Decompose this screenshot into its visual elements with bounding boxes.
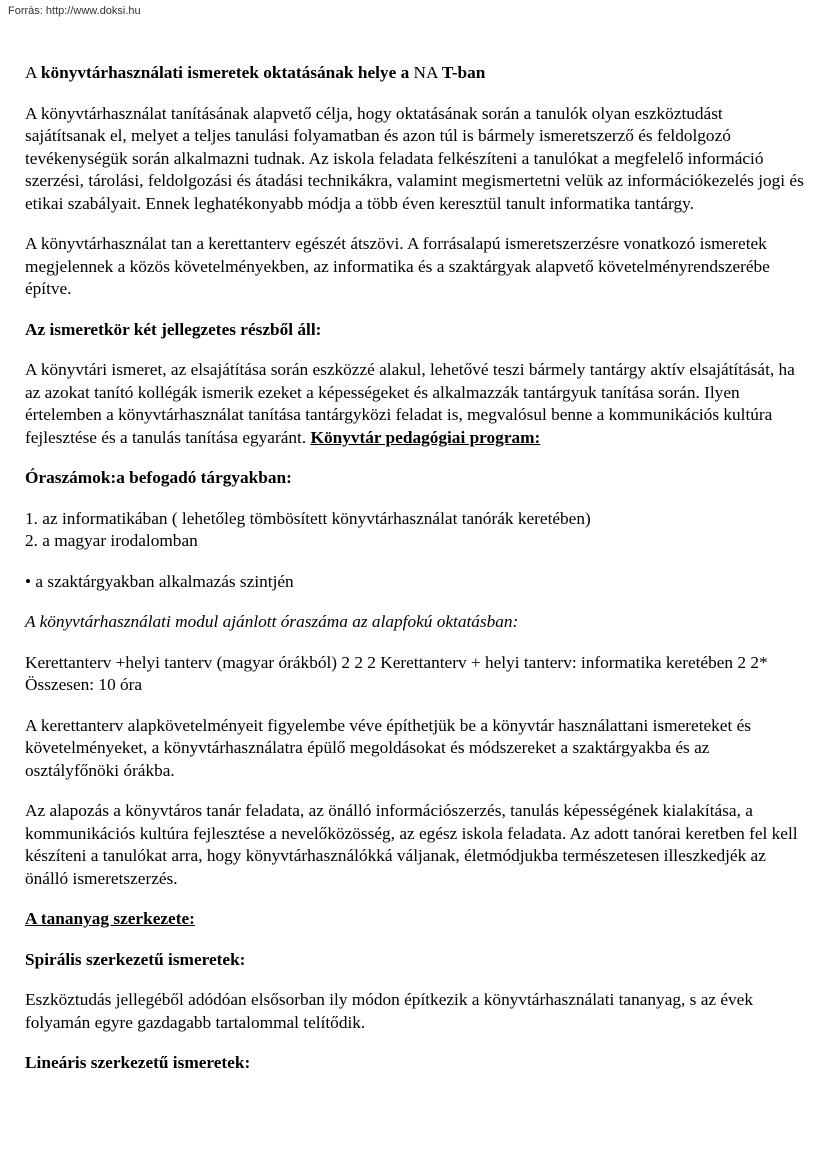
section-heading: Lineáris szerkezetű ismeretek: <box>25 1053 251 1072</box>
paragraph: A könyvtárhasználat tanításának alapvető célja, hogy oktatásának során a tanulók olyan eszköztudást sajátítsanak el, melyet a teljes tanulási folyamatban és azon túl is bármely ismeretszerző és feldolgozó tevékenységük során alkalmazni tudnak. Az iskola feladata felkészíteni a tanulókat a megfelelő információ szerzési, tárolási, feldolgozási és átadási technikákra, valamint megismertetni velük az információkezelés jogi és etikai szabályait. Ennek leghatékonyabb módja a több éven keresztül tanult informatika tantárgy. <box>25 103 804 213</box>
paragraph: A könyvtárhasználat tan a kerettanterv egészét átszövi. A forrásalapú ismeretszerzésre vonatkozó ismeretek megjelennek a közös követelményekben, az informatika és a szaktárgyak alapvető követelményrendszerébe építve. <box>25 234 770 298</box>
section-heading: A tananyag szerkezete: <box>25 909 195 928</box>
paragraph: A könyvtári ismeret, az elsajátítása során eszközzé alakul, lehetővé teszi bármely tantárgy aktív elsajátítását, ha az azokat tanító kollégák ismerik ezeket a képességeket és alkalmazzák tantárgyuk tanítása során. Ilyen értelemben a könyvtárhasználat tanítása tantárgyközi feladat is, megvalósul benne a kommunikációs kultúra fejlesztése és a tanulás tanítása egyaránt. Könyvtár pedagógiai program: <box>25 360 795 447</box>
bullet-item: • a szaktárgyakban alkalmazás szintjén <box>25 571 294 591</box>
section-heading: Óraszámok:a befogadó tárgyakban: <box>25 468 292 487</box>
paragraph: A kerettanterv alapkövetelményeit figyelembe véve építhetjük be a könyvtár használattani ismereteket és követelményeket, a könyvtárhasználatra épülő megoldásokat és módszereket a szaktárgyakba és az osztályfőnöki órákba. <box>25 715 751 780</box>
paragraph: Eszköztudás jellegéből adódóan elsősorban ily módon építkezik a könyvtárhasználati tananyag, s az évek folyamán egyre gazdagabb tartalommal telítődik. <box>25 990 753 1032</box>
program-link[interactable]: Könyvtár pedagógiai program: <box>310 427 541 447</box>
paragraph: Kerettanterv +helyi tanterv (magyar órákból) 2 2 2 Kerettanterv + helyi tanterv: informatika keretében 2 2* Összesen: 10 óra <box>25 652 768 694</box>
list-item: 1. az informatikában ( lehetőleg tömbösített könyvtárhasználat tanórák keretében) <box>25 508 591 528</box>
document-title: A könyvtárhasználati ismeretek oktatásának helye a NA T-ban <box>25 63 486 82</box>
paragraph: Az alapozás a könyvtáros tanár feladata, az önálló információszerzés, tanulás képességének kialakítása, a kommunikációs kultúra fejlesztése a nevelőközösség, az egész iskola feladata. Az adott tanórai keretben fel kell készíteni a tanulókat arra, hogy könyvtárhasználókká váljanak, életmódjukba természetesen illeszkedjék az önálló ismeretszerzés. <box>25 801 798 888</box>
source-label: Forrás: http://www.doksi.hu <box>8 5 141 17</box>
document-body <box>25 62 807 1093</box>
section-heading: Spirális szerkezetű ismeretek: <box>25 949 246 969</box>
list-item: 2. a magyar irodalomban <box>25 531 198 550</box>
section-heading: Az ismeretkör két jellegzetes részből áll: <box>25 319 322 339</box>
italic-note: A könyvtárhasználati modul ajánlott óraszáma az alapfokú oktatásban: <box>25 612 519 631</box>
